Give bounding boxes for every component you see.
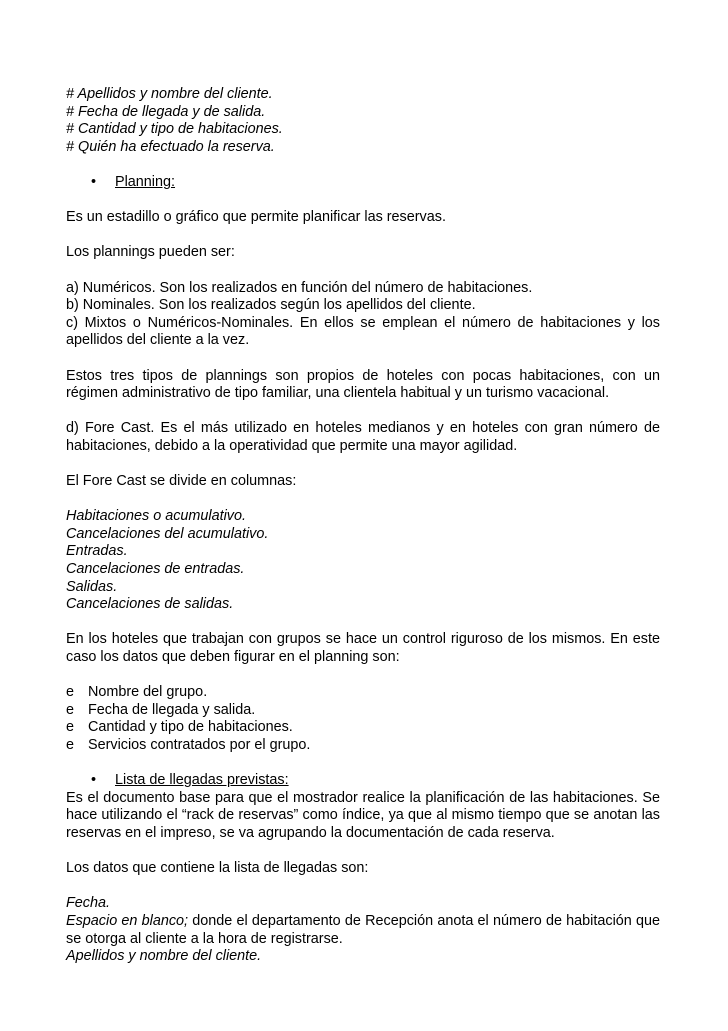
forecast-definition-paragraph: d) Fore Cast. Es el más utilizado en hoteles medianos y en hoteles con gran número de habitaciones, debido a la operatividad que permite una mayor agilidad. bbox=[66, 420, 660, 454]
reservation-field: # Quién ha efectuado la reserva. bbox=[66, 138, 275, 155]
bullet-icon: • bbox=[91, 772, 97, 789]
planning-heading-text: Planning: bbox=[115, 173, 176, 190]
forecast-column-item: Entradas. bbox=[66, 543, 128, 560]
reservation-field: # Fecha de llegada y de salida. bbox=[66, 103, 266, 120]
arrivals-fields-list bbox=[66, 895, 660, 965]
forecast-column-item: Cancelaciones del acumulativo. bbox=[66, 525, 269, 542]
group-item-marker: e bbox=[66, 719, 75, 736]
group-item bbox=[66, 702, 660, 720]
group-item-text: Cantidad y tipo de habitaciones. bbox=[88, 719, 293, 736]
forecast-column-item: Salidas. bbox=[66, 578, 118, 595]
group-item-marker: e bbox=[66, 684, 75, 701]
reservation-field: # Cantidad y tipo de habitaciones. bbox=[66, 121, 283, 138]
plannings-types-list bbox=[66, 280, 660, 350]
arrivals-field-client-name: Apellidos y nombre del cliente. bbox=[66, 948, 262, 965]
group-item-text: Servicios contratados por el grupo. bbox=[88, 736, 311, 753]
group-item-text: Fecha de llegada y salida. bbox=[88, 701, 256, 718]
group-item bbox=[66, 719, 660, 737]
planning-type-item: b) Nominales. Son los realizados según los apellidos del cliente. bbox=[66, 297, 476, 314]
forecast-column-item: Cancelaciones de entradas. bbox=[66, 561, 245, 578]
blank-space-text: donde el departamento de Recepción anota el número de habitación que se otorga al cliente a la hora de registrarse. bbox=[66, 912, 660, 947]
plannings-note-paragraph: Estos tres tipos de plannings son propios de hoteles con pocas habitaciones, con un régimen administrativo de tipo familiar, una clientela habitual y un turismo vacacional. bbox=[66, 367, 660, 402]
planning-definition: Es un estadillo o gráfico que permite planificar las reservas. bbox=[66, 209, 446, 226]
forecast-columns-intro: El Fore Cast se divide en columnas: bbox=[66, 473, 297, 490]
blank-space-label: Espacio en blanco; bbox=[66, 912, 189, 929]
arrivals-paragraph: Es el documento base para que el mostrador realice la planificación de las habitaciones. Se hace utilizando el “rack de reservas” como índice, ya que al mismo tiempo que se anotan las reservas en el impreso, se va agrupando la documentación de cada reserva. bbox=[66, 789, 660, 841]
group-items-list bbox=[66, 684, 660, 754]
forecast-column-item: Cancelaciones de salidas. bbox=[66, 596, 234, 613]
group-item bbox=[66, 684, 660, 702]
group-item-marker: e bbox=[66, 701, 75, 718]
arrivals-heading bbox=[66, 772, 660, 790]
planning-heading bbox=[66, 174, 660, 192]
reservation-fields-list bbox=[66, 86, 660, 156]
groups-paragraph: En los hoteles que trabajan con grupos se hace un control riguroso de los mismos. En este caso los datos que deben figurar en el planning son: bbox=[66, 631, 660, 665]
arrivals-data-intro: Los datos que contiene la lista de llegadas son: bbox=[66, 860, 369, 877]
arrivals-heading-text: Lista de llegadas previstas: bbox=[115, 772, 289, 789]
group-item bbox=[66, 737, 660, 755]
planning-type-item: c) Mixtos o Numéricos-Nominales. En ellos se emplean el número de habitaciones y los apellidos del cliente a la vez. bbox=[66, 314, 660, 349]
arrivals-field-blank-space bbox=[66, 913, 660, 948]
reservation-field: # Apellidos y nombre del cliente. bbox=[66, 86, 273, 102]
document-page bbox=[66, 86, 660, 966]
bullet-icon: • bbox=[91, 173, 97, 190]
group-item-marker: e bbox=[66, 736, 75, 753]
forecast-column-item: Habitaciones o acumulativo. bbox=[66, 508, 246, 525]
planning-type-item: a) Numéricos. Son los realizados en función del número de habitaciones. bbox=[66, 279, 533, 296]
arrivals-field-date: Fecha. bbox=[66, 895, 110, 912]
group-item-text: Nombre del grupo. bbox=[88, 684, 208, 701]
plannings-intro: Los plannings pueden ser: bbox=[66, 244, 235, 261]
forecast-columns-list bbox=[66, 508, 660, 614]
